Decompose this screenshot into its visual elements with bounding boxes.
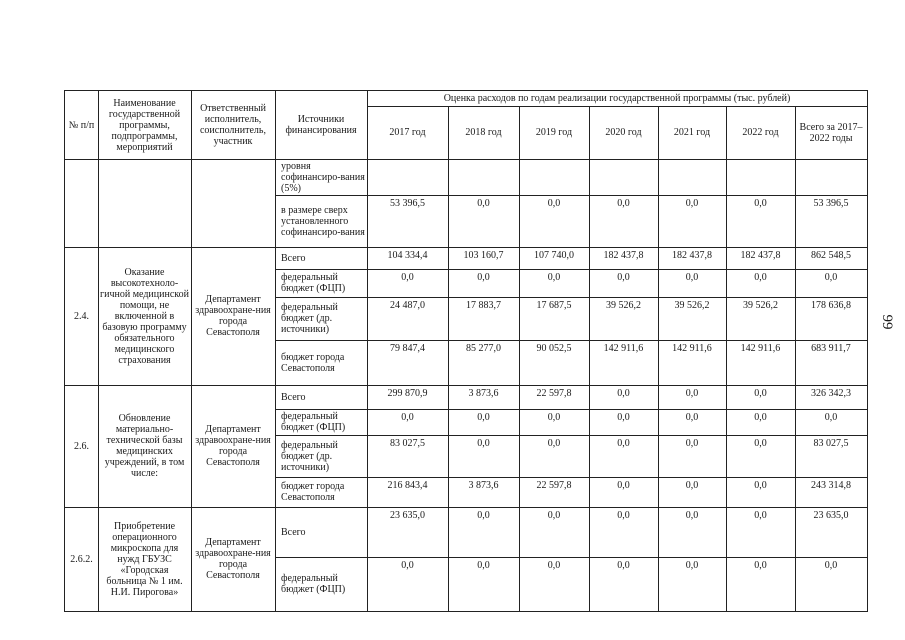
value-cell [658,159,727,196]
value-cell [519,159,590,196]
value-cell: 53 396,5 [367,195,449,248]
value-cell: 0,0 [448,435,520,478]
value-cell: 0,0 [726,557,796,612]
value-cell: 24 487,0 [367,297,449,341]
value-cell: 182 437,8 [658,247,727,270]
value-cell: 0,0 [519,195,590,248]
value-cell [795,159,868,196]
value-cell [448,159,520,196]
value-cell: 142 911,6 [726,340,796,386]
source-cell: бюджет города Севастополя [275,477,368,508]
value-cell: 0,0 [519,435,590,478]
value-cell: 79 847,4 [367,340,449,386]
value-cell: 22 597,8 [519,477,590,508]
value-cell: 0,0 [726,435,796,478]
value-cell: 0,0 [367,409,449,436]
value-cell: 0,0 [795,409,868,436]
value-cell: 53 396,5 [795,195,868,248]
value-cell: 83 027,5 [795,435,868,478]
value-cell: 0,0 [519,507,590,558]
value-cell: 0,0 [448,507,520,558]
value-cell: 104 334,4 [367,247,449,270]
value-cell: 85 277,0 [448,340,520,386]
value-cell: 0,0 [726,507,796,558]
value-cell: 178 636,8 [795,297,868,341]
value-cell: 142 911,6 [589,340,659,386]
value-cell: 0,0 [589,385,659,410]
value-cell: 216 843,4 [367,477,449,508]
executor-cell: Департамент здравоохране-ния города Севастополя [191,507,276,612]
value-cell: 0,0 [448,409,520,436]
source-cell: Всего [275,247,368,270]
value-cell: 0,0 [589,507,659,558]
source-cell: федеральный бюджет (др. источники) [275,435,368,478]
value-cell: 23 635,0 [367,507,449,558]
value-cell: 0,0 [795,557,868,612]
value-cell: 0,0 [726,385,796,410]
header-year: 2019 год [519,106,590,160]
value-cell: 0,0 [589,477,659,508]
value-cell: 243 314,8 [795,477,868,508]
value-cell: 23 635,0 [795,507,868,558]
source-cell: бюджет города Севастополя [275,340,368,386]
value-cell: 0,0 [448,557,520,612]
executor-cell: Департамент здравоохране-ния города Севастополя [191,385,276,508]
header-year: 2020 год [589,106,659,160]
value-cell: 0,0 [367,557,449,612]
header-estimate: Оценка расходов по годам реализации государственной программы (тыс. рублей) [367,90,868,107]
executor-cell: Департамент здравоохране-ния города Севастополя [191,247,276,386]
cont-num [64,159,99,248]
header-num: № п/п [64,90,99,160]
value-cell: 0,0 [658,557,727,612]
row-number: 2.6.2. [64,507,99,612]
header-year: 2017 год [367,106,449,160]
value-cell: 0,0 [589,195,659,248]
value-cell: 39 526,2 [726,297,796,341]
row-number: 2.6. [64,385,99,508]
value-cell: 0,0 [589,557,659,612]
value-cell: 0,0 [658,477,727,508]
value-cell: 862 548,5 [795,247,868,270]
cont-executor [191,159,276,248]
value-cell [589,159,659,196]
source-cell: Всего [275,385,368,410]
value-cell: 0,0 [658,385,727,410]
value-cell: 17 687,5 [519,297,590,341]
value-cell: 3 873,6 [448,477,520,508]
value-cell: 83 027,5 [367,435,449,478]
value-cell: 0,0 [726,409,796,436]
value-cell: 0,0 [367,269,449,298]
measure-name: Приобретение операционного микроскопа для нужд ГБУЗС «Городская больница № 1 им. Н.И. Пирогова» [98,507,192,612]
source-cell: уровня софинансиро-вания (5%) [275,159,368,196]
value-cell: 0,0 [658,269,727,298]
value-cell: 182 437,8 [589,247,659,270]
measure-name: Оказание высокотехноло-гичной медицинской помощи, не включенной в базовую программу обязательного медицинского страхования [98,247,192,386]
value-cell: 326 342,3 [795,385,868,410]
source-cell: федеральный бюджет (др. источники) [275,297,368,341]
value-cell: 22 597,8 [519,385,590,410]
source-cell: федеральный бюджет (ФЦП) [275,409,368,436]
value-cell: 0,0 [519,557,590,612]
row-number: 2.4. [64,247,99,386]
value-cell: 0,0 [658,507,727,558]
cont-name [98,159,192,248]
value-cell: 39 526,2 [658,297,727,341]
value-cell: 182 437,8 [726,247,796,270]
value-cell: 683 911,7 [795,340,868,386]
value-cell: 0,0 [726,195,796,248]
value-cell: 0,0 [795,269,868,298]
header-year: Всего за 2017–2022 годы [795,106,868,160]
value-cell: 0,0 [519,409,590,436]
header-sources: Источники финансирования [275,90,368,160]
header-executor: Ответственный исполнитель, соисполнитель, участник [191,90,276,160]
value-cell [367,159,449,196]
header-year: 2022 год [726,106,796,160]
value-cell: 90 052,5 [519,340,590,386]
measure-name: Обновление материально-технической базы медицинских учреждений, в том числе: [98,385,192,508]
header-name: Наименование государственной программы, подпрограммы, мероприятий [98,90,192,160]
value-cell: 0,0 [589,435,659,478]
value-cell: 0,0 [448,269,520,298]
value-cell: 0,0 [589,409,659,436]
value-cell: 0,0 [726,269,796,298]
value-cell [726,159,796,196]
value-cell: 0,0 [448,195,520,248]
value-cell: 0,0 [726,477,796,508]
value-cell: 103 160,7 [448,247,520,270]
value-cell: 3 873,6 [448,385,520,410]
source-cell: федеральный бюджет (ФЦП) [275,269,368,298]
source-cell: федеральный бюджет (ФЦП) [275,557,368,612]
page-number: 99 [879,314,895,330]
value-cell: 0,0 [658,409,727,436]
source-cell: в размере сверх установленного софинансиро-вания [275,195,368,248]
value-cell: 39 526,2 [589,297,659,341]
value-cell: 0,0 [658,195,727,248]
value-cell: 0,0 [658,435,727,478]
value-cell: 0,0 [519,269,590,298]
value-cell: 0,0 [589,269,659,298]
header-year: 2021 год [658,106,727,160]
value-cell: 17 883,7 [448,297,520,341]
header-year: 2018 год [448,106,520,160]
value-cell: 107 740,0 [519,247,590,270]
value-cell: 142 911,6 [658,340,727,386]
source-cell: Всего [275,507,368,558]
value-cell: 299 870,9 [367,385,449,410]
